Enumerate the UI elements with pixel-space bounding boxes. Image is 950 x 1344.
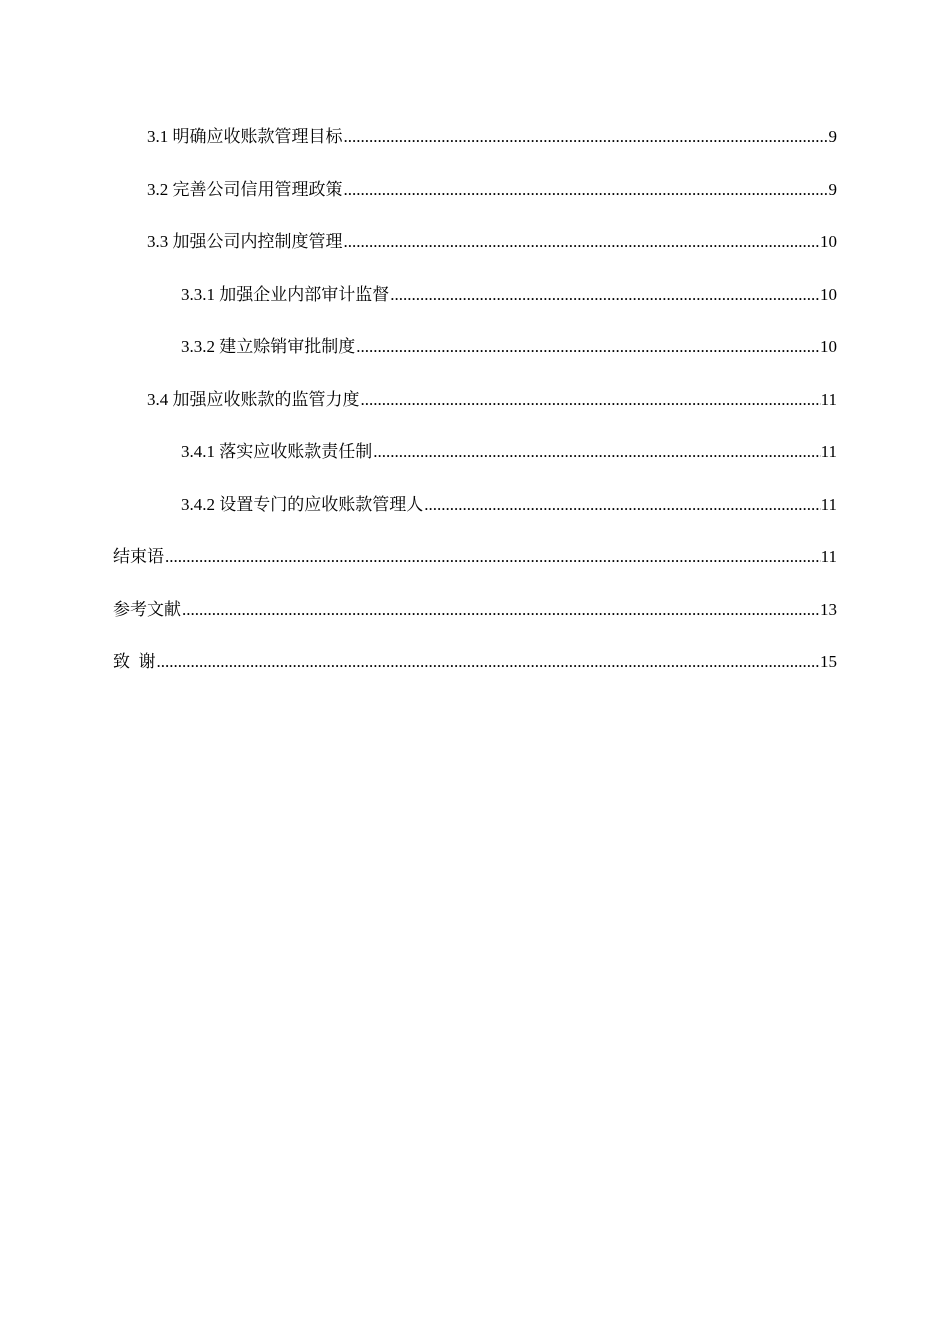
toc-page-number: 10: [820, 337, 837, 356]
table-of-contents: [113, 124, 837, 702]
toc-entry-title: 3.4.2 设置专门的应收账款管理人: [181, 494, 424, 514]
toc-dot-leader: [182, 597, 820, 623]
toc-entry[interactable]: [113, 177, 837, 203]
toc-entry[interactable]: [113, 282, 837, 308]
toc-dot-leader: [361, 387, 821, 413]
toc-entry-title: 3.4.1 落实应收账款责任制: [181, 442, 373, 461]
toc-entry[interactable]: [113, 387, 837, 413]
toc-entry[interactable]: [113, 597, 837, 623]
toc-entry[interactable]: [113, 649, 837, 675]
toc-entry-title: 参考文献: [113, 599, 181, 619]
toc-page-number: 9: [828, 179, 837, 199]
toc-entry[interactable]: [113, 124, 837, 150]
toc-entry-title: 结束语: [113, 547, 164, 566]
toc-dot-leader: [344, 177, 829, 203]
toc-page-number: 10: [820, 284, 837, 304]
toc-dot-leader: [373, 439, 820, 465]
toc-page-number: 9: [828, 127, 837, 146]
toc-page-number: 13: [820, 599, 837, 619]
toc-entry[interactable]: [113, 439, 837, 465]
toc-entry-title: 致 谢: [113, 652, 156, 671]
toc-page-number: 11: [820, 547, 837, 566]
toc-dot-leader: [165, 544, 821, 570]
toc-page-number: 11: [820, 389, 837, 409]
toc-entry-title: 3.1 明确应收账款管理目标: [147, 127, 343, 146]
toc-entry-title: 3.3 加强公司内控制度管理: [147, 232, 343, 251]
toc-entry-title: 3.3.1 加强企业内部审计监督: [181, 284, 390, 304]
toc-dot-leader: [390, 282, 820, 308]
toc-dot-leader: [157, 649, 821, 675]
toc-entry[interactable]: [113, 492, 837, 518]
toc-entry[interactable]: [113, 544, 837, 570]
toc-dot-leader: [344, 124, 829, 150]
toc-entry[interactable]: [113, 334, 837, 360]
toc-entry-title: 3.4 加强应收账款的监管力度: [147, 389, 360, 409]
toc-page-number: 11: [820, 442, 837, 461]
toc-page-number: 10: [820, 232, 837, 251]
toc-page-number: 11: [820, 494, 837, 514]
toc-entry-title: 3.2 完善公司信用管理政策: [147, 179, 343, 199]
toc-page-number: 15: [820, 652, 837, 671]
toc-entry[interactable]: [113, 229, 837, 255]
toc-dot-leader: [424, 492, 820, 518]
toc-dot-leader: [344, 229, 821, 255]
toc-dot-leader: [356, 334, 820, 360]
toc-entry-title: 3.3.2 建立赊销审批制度: [181, 337, 356, 356]
